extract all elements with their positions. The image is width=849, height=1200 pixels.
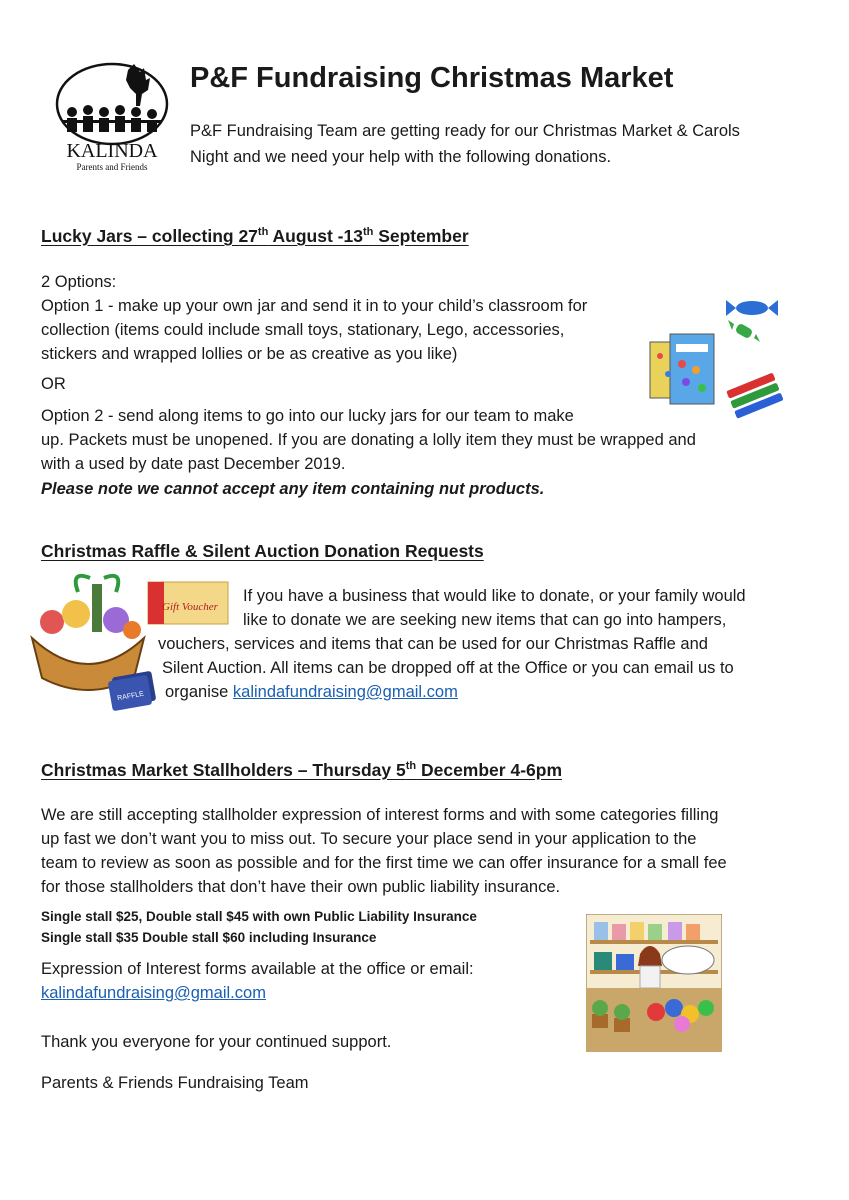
gift-voucher-icon <box>148 582 228 624</box>
speech-bubble-icon <box>662 946 714 974</box>
nut-warning: Please note we cannot accept any item containing nut products. <box>41 480 545 498</box>
eoi-text: Expression of Interest forms available at the office or email: kalindafundraising@gmail.com <box>41 960 474 1002</box>
sticker-books-icon <box>650 334 714 404</box>
logo-subtitle: Parents and Friends <box>76 162 148 172</box>
raffle-text-email-line: organise kalindafundraising@gmail.com <box>165 683 458 701</box>
svg-text:RAFFLE: RAFFLE <box>116 690 145 703</box>
page-title: P&F Fundraising Christmas Market <box>190 62 674 94</box>
signoff-text: Parents & Friends Fundraising Team <box>41 1074 309 1092</box>
stallholders-heading: Christmas Market Stallholders – Thursday 5th December 4-6pm <box>41 760 563 780</box>
raffle-email-link[interactable]: kalindafundraising@gmail.com <box>232 683 458 701</box>
raffle-text-bottom: Silent Auction. All items can be dropped off at the Office or you can email us to <box>162 659 734 677</box>
stall-prices: Single stall $25, Double stall $45 with own Public Liability Insurance Single stall $35 Double stall $60 including Insurance <box>41 909 477 945</box>
crayons-icon <box>726 373 783 419</box>
stallholders-paragraph: We are still accepting stallholder expression of interest forms and with some categories filling up fast we don’t want you to miss out. To secure your place send in your application to the team to review as soon as possible and for the first time we can offer insurance for a small fee for those stallholders that don’t have their own public liability insurance. <box>41 806 727 896</box>
wrapped-lolly-icon <box>726 300 778 316</box>
thanks-text: Thank you everyone for your continued support. <box>41 1033 392 1051</box>
green-lolly-icon <box>728 320 760 342</box>
raffle-text-middle: vouchers, services and items that can be used for our Christmas Raffle and <box>158 635 708 653</box>
logo-wordmark: KALINDA <box>66 140 158 162</box>
raffle-heading: Christmas Raffle & Silent Auction Donation Requests <box>41 541 484 561</box>
lucky-jar-clipart <box>640 290 800 420</box>
lucky-jars-option2: Option 2 - send along items to go into our lucky jars for our team to make up. Packets must be unopened. If you are donating a lolly item they must be wrapped and with a used by date past December 2019. <box>41 407 696 473</box>
stallholders-email-link[interactable]: kalindafundraising@gmail.com <box>41 984 266 1002</box>
shopkeeper-icon <box>638 946 662 988</box>
raffle-text-top: If you have a business that would like to donate, or your family would like to donate we are seeking new items that can go into hampers, <box>243 587 746 629</box>
hamper-basket-icon <box>32 576 144 690</box>
lucky-jars-options: 2 Options: Option 1 - make up your own jar and send it in to your child’s classroom for collection (items could include small toys, stationary, Lego, accessories, stickers and wrapped lollies or be as creative as you like) OR <box>41 273 588 393</box>
kalinda-logo <box>50 60 175 175</box>
lucky-jars-heading: Lucky Jars – collecting 27th August -13th September <box>41 226 469 246</box>
intro-text: P&F Fundraising Team are getting ready for our Christmas Market & Carols Night and we need your help with the following donations. <box>190 122 740 166</box>
market-stall-clipart <box>586 914 722 1052</box>
svg-text:Gift Voucher: Gift Voucher <box>162 601 218 613</box>
